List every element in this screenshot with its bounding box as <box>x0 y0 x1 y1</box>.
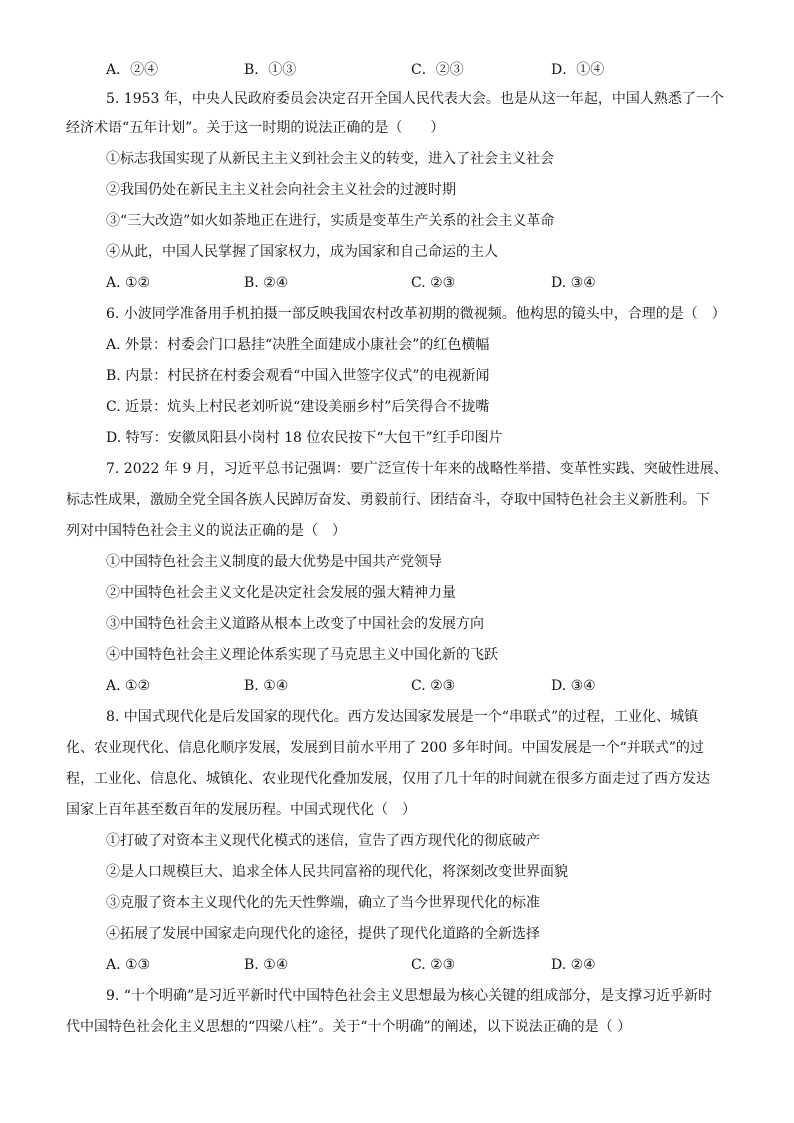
q6-choice-a[interactable]: A. 外景：村委会门口悬挂“决胜全面建成小康社会”的红色横幅 <box>106 337 490 353</box>
q7-statement-4: ④中国特色社会主义理论体系实现了马克思主义中国化新的飞跃 <box>106 647 498 663</box>
q4-option-a[interactable]: A．②④ <box>106 62 159 78</box>
q5-statement-1: ①标志我国实现了从新民主主义到社会主义的转变，进入了社会主义社会 <box>106 151 554 167</box>
q5-statement-2: ②我国仍处在新民主主义社会向社会主义社会的过渡时期 <box>106 182 456 198</box>
q8-statement-4: ④拓展了发展中国家走向现代化的途径，提供了现代化道路的全新选择 <box>106 926 540 942</box>
q4-option-c[interactable]: C．②③ <box>411 62 464 78</box>
q7-statement-1: ①中国特色社会主义制度的最大优势是中国共产党领导 <box>106 554 442 570</box>
q8-stem-line-1: 8. 中国式现代化是后发国家的现代化。西方发达国家发展是一个“串联式”的过程，工业化、城镇 <box>106 709 699 725</box>
q8-option-c[interactable]: C. ②③ <box>411 957 456 973</box>
q9-stem-line-2: 代中国特色社会化主义思想的“四梁八柱”。关于“十个明确”的阐述，以下说法正确的是（ ） <box>66 1019 632 1035</box>
q8-option-b[interactable]: B. ①④ <box>244 957 289 973</box>
q5-option-c[interactable]: C. ②③ <box>411 275 456 291</box>
q7-option-a[interactable]: A. ①② <box>106 678 151 694</box>
q7-stem-line-1: 7. 2022 年 9 月，习近平总书记强调：要广泛宣传十年来的战略性举措、变革性实践、突破性进展、 <box>106 461 728 477</box>
q6-choice-d[interactable]: D. 特写：安徽凤阳县小岗村 18 位农民按下“大包干”红手印图片 <box>106 430 503 446</box>
q6-choice-c[interactable]: C. 近景：炕头上村民老刘听说“建设美丽乡村”后笑得合不拢嘴 <box>106 399 490 415</box>
q5-option-d[interactable]: D. ③④ <box>551 275 596 291</box>
q9-stem-line-1: 9. “十个明确”是习近平新时代中国特色社会主义思想最为核心关键的组成部分，是支撑习近乎新时 <box>106 988 713 1004</box>
q6-choice-b[interactable]: B. 内景：村民挤在村委会观看“中国入世签字仪式”的电视新闻 <box>106 368 490 384</box>
q5-statement-4: ④从此，中国人民掌握了国家权力，成为国家和自己命运的主人 <box>106 244 498 260</box>
q8-stem-line-4: 国家上百年甚至数百年的发展历程。中国式现代化（ ） <box>66 802 416 818</box>
q7-stem-line-3: 列对中国特色社会主义的说法正确的是（ ） <box>66 523 346 539</box>
q4-option-d[interactable]: D．①④ <box>551 62 605 78</box>
q7-stem-line-2: 标志性成果，激励全党全国各族人民踔厉奋发、勇毅前行、团结奋斗，夺取中国特色社会主义新胜利。下 <box>66 492 710 508</box>
q5-stem-line-1: 5. 1953 年，中央人民政府委员会决定召开全国人民代表大会。也是从这一年起，中国人熟悉了一个 <box>106 91 724 107</box>
q5-option-b[interactable]: B. ②④ <box>244 275 289 291</box>
q4-options <box>106 59 666 79</box>
q5-option-a[interactable]: A. ①② <box>106 275 151 291</box>
q7-statement-2: ②中国特色社会主义文化是决定社会发展的强大精神力量 <box>106 585 456 601</box>
q8-statement-1: ①打破了对资本主义现代化模式的迷信，宣告了西方现代化的彻底破产 <box>106 833 540 849</box>
q8-options <box>106 957 666 977</box>
q8-stem-line-2: 化、农业现代化、信息化顺序发展，发展到目前水平用了 200 多年时间。中国发展是一个“并联式”的过 <box>66 740 704 756</box>
q7-option-c[interactable]: C. ②③ <box>411 678 456 694</box>
q5-statement-3: ③“三大改造”如火如荼地正在进行，实质是变革生产关系的社会主义革命 <box>106 213 555 229</box>
q8-option-a[interactable]: A. ①③ <box>106 957 151 973</box>
q8-stem-line-3: 程，工业化、信息化、城镇化、农业现代化叠加发展，仅用了几十年的时间就在很多方面走过了西方发达 <box>66 771 710 787</box>
q5-stem-line-2: 经济术语“五年计划”。关于这一时期的说法正确的是（ ） <box>66 120 445 136</box>
q6-stem: 6. 小波同学准备用手机拍摄一部反映我国农村改革初期的微视频。他构思的镜头中，合理的是（ ） <box>106 306 726 322</box>
q7-option-b[interactable]: B. ①④ <box>244 678 289 694</box>
q7-option-d[interactable]: D. ③④ <box>551 678 596 694</box>
q8-statement-2: ②是人口规模巨大、追求全体人民共同富裕的现代化，将深刻改变世界面貌 <box>106 864 568 880</box>
q7-statement-3: ③中国特色社会主义道路从根本上改变了中国社会的发展方向 <box>106 616 484 632</box>
q8-option-d[interactable]: D. ②④ <box>551 957 596 973</box>
q8-statement-3: ③克服了资本主义现代化的先天性弊端，确立了当今世界现代化的标准 <box>106 895 540 911</box>
q7-options <box>106 678 666 698</box>
q5-options <box>106 275 666 295</box>
q4-option-b[interactable]: B．①③ <box>244 62 297 78</box>
